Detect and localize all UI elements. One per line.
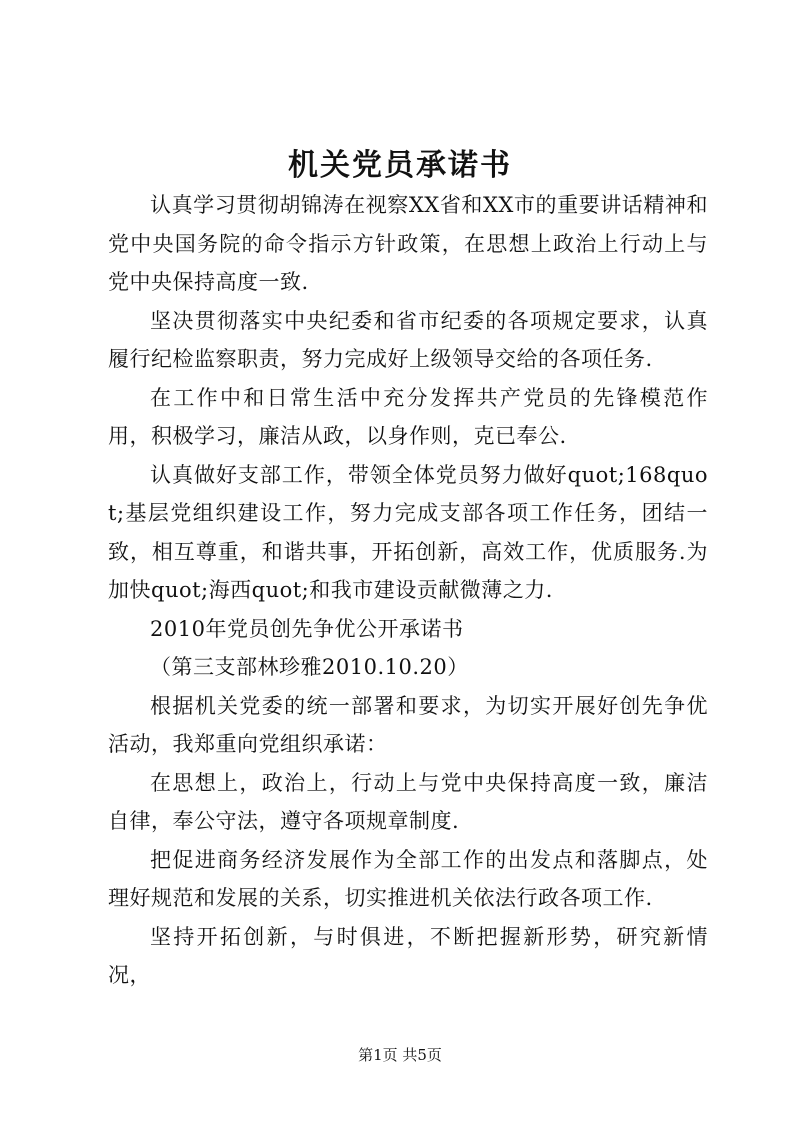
paragraph: 在工作中和日常生活中充分发挥共产党员的先锋模范作用，积极学习，廉洁从政，以身作则，克已奉公. [108,385,708,448]
paragraph: 坚持开拓创新，与时俱进，不断把握新形势，研究新情况， [108,924,708,987]
document-body [108,186,708,995]
paragraph: 把促进商务经济发展作为全部工作的出发点和落脚点，处理好规范和发展的关系，切实推进机关依法行政各项工作. [108,847,708,910]
page-number-footer: 第1页 共5页 [358,1046,442,1064]
document-title: 机关党员承诺书 [288,148,512,183]
paragraph: 坚决贯彻落实中央纪委和省市纪委的各项规定要求，认真履行纪检监察职责，努力完成好上级领导交给的各项任务. [108,308,708,371]
paragraph: 在思想上，政治上，行动上与党中央保持高度一致，廉洁自律，奉公守法，遵守各项规章制度. [108,770,708,833]
section-heading: 2010年党员创先争优公开承诺书 [150,616,464,641]
paragraph: 根据机关党委的统一部署和要求，为切实开展好创先争优活动，我郑重向党组织承诺： [108,693,708,756]
paragraph: 认真学习贯彻胡锦涛在视察XX省和XX市的重要讲话精神和党中央国务院的命令指示方针政策，在思想上政治上行动上与党中央保持高度一致. [108,193,708,294]
paragraph: 认真做好支部工作，带领全体党员努力做好quot;168quot;基层党组织建设工作，努力完成支部各项工作任务，团结一致，相互尊重，和谐共事，开拓创新，高效工作，优质服务.为加快quot;海西quot;和我市建设贡献微薄之力. [108,462,708,602]
author-date-line: （第三支部林珍雅2010.10.20） [150,655,469,679]
